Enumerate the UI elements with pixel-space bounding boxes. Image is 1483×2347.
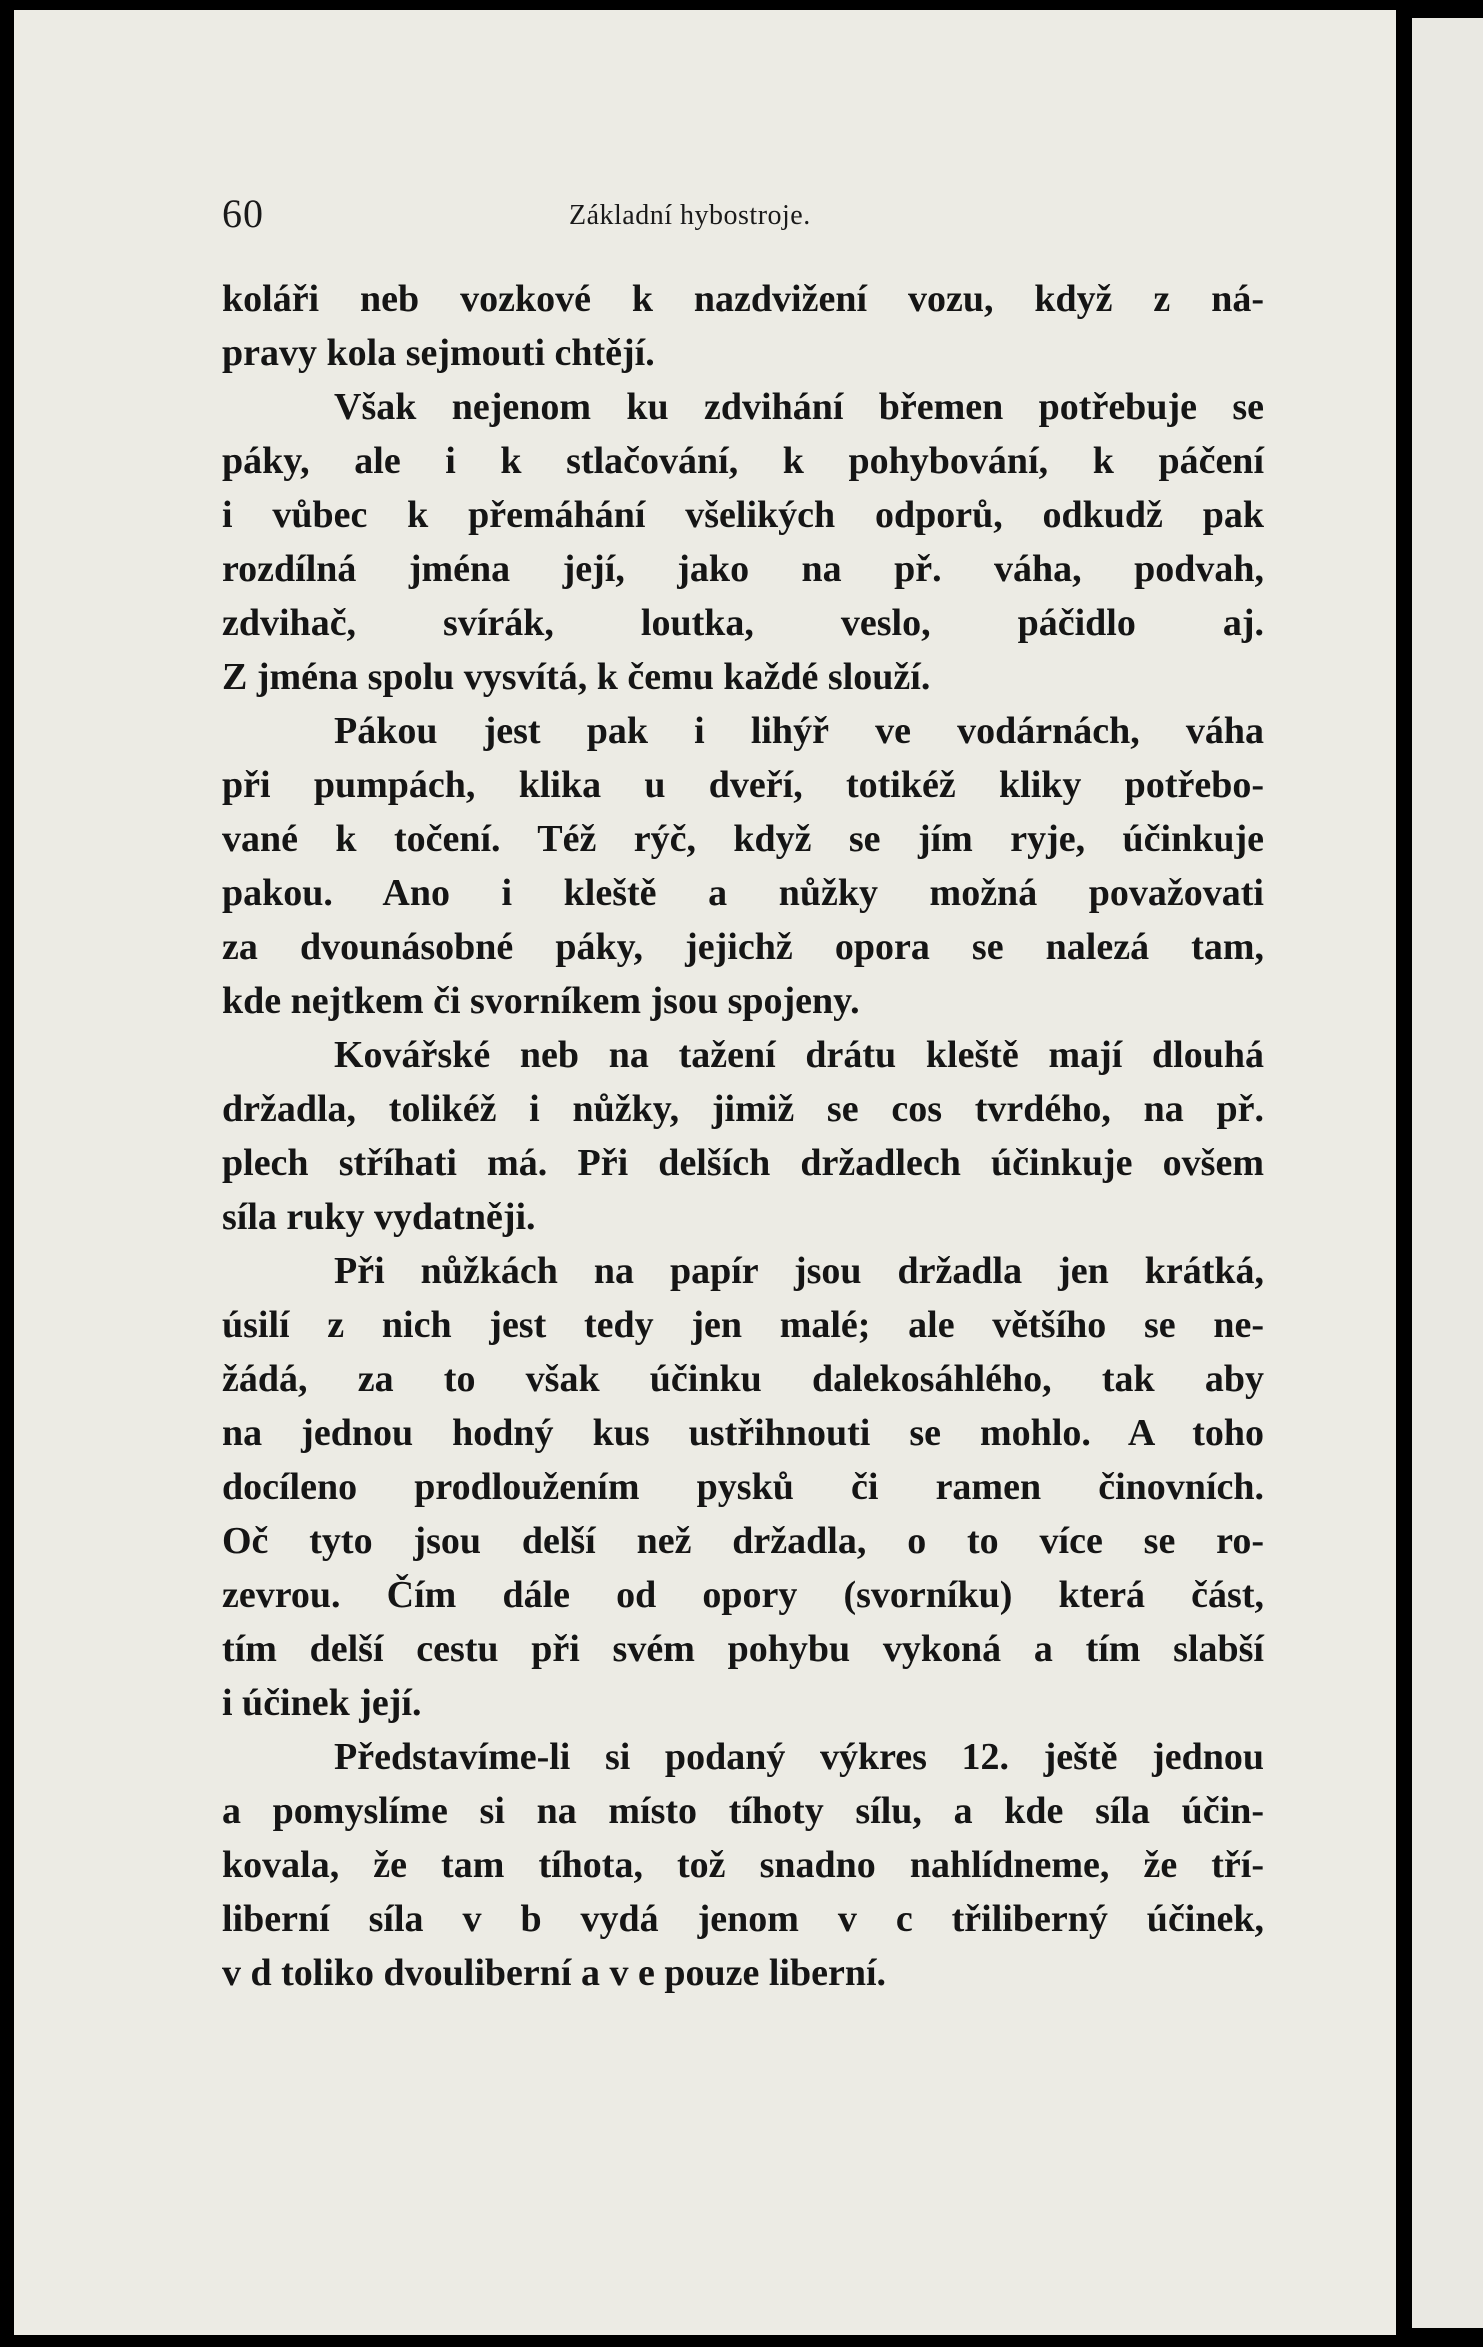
text-line: pravy kola sejmouti chtějí. bbox=[222, 332, 655, 374]
text-line: za dvounásobné páky, jejichž opora se nalezá tam, bbox=[222, 926, 1264, 968]
text-line: na jednou hodný kus ustřihnouti se mohlo. A toho bbox=[222, 1412, 1264, 1454]
text-line: při pumpách, klika u dveří, totikéž kliky potřebo- bbox=[222, 764, 1264, 806]
text-line: Představíme-li si podaný výkres 12. ještě jednou bbox=[334, 1736, 1264, 1778]
book-page bbox=[14, 10, 1396, 2335]
text-line: docíleno prodloužením pysků či ramen činovních. bbox=[222, 1466, 1264, 1508]
text-line: Pákou jest pak i lihýř ve vodárnách, váha bbox=[334, 710, 1264, 752]
text-line: koláři neb vozkové k nazdvižení vozu, když z ná- bbox=[222, 278, 1264, 320]
text-line: i účinek její. bbox=[222, 1682, 422, 1724]
text-line: držadla, tolikéž i nůžky, jimiž se cos tvrdého, na př. bbox=[222, 1088, 1264, 1130]
text-line: zdvihač, svírák, loutka, veslo, páčidlo aj. bbox=[222, 602, 1264, 644]
page-header bbox=[14, 190, 1396, 250]
text-line: zevrou. Čím dále od opory (svorníku) která část, bbox=[222, 1574, 1264, 1616]
text-line: tím delší cestu při svém pohybu vykoná a tím slabší bbox=[222, 1628, 1264, 1670]
text-line: Však nejenom ku zdvihání břemen potřebuje se bbox=[334, 386, 1264, 428]
text-line: Oč tyto jsou delší než držadla, o to více se ro- bbox=[222, 1520, 1264, 1562]
text-line: síla ruky vydatněji. bbox=[222, 1196, 536, 1238]
text-line: žádá, za to však účinku dalekosáhlého, tak aby bbox=[222, 1358, 1264, 1400]
text-line: rozdílná jména její, jako na př. váha, podvah, bbox=[222, 548, 1264, 590]
text-line: Z jména spolu vysvítá, k čemu každé slouží. bbox=[222, 656, 931, 698]
text-line: a pomyslíme si na místo tíhoty sílu, a kde síla účin- bbox=[222, 1790, 1264, 1832]
body-text bbox=[222, 272, 1264, 2000]
text-line: i vůbec k přemáhání všelikých odporů, odkudž pak bbox=[222, 494, 1264, 536]
facing-page-edge bbox=[1412, 18, 1483, 2328]
text-line: pakou. Ano i kleště a nůžky možná považovati bbox=[222, 872, 1264, 914]
text-line: úsilí z nich jest tedy jen malé; ale většího se ne- bbox=[222, 1304, 1264, 1346]
text-line: páky, ale i k stlačování, k pohybování, k páčení bbox=[222, 440, 1264, 482]
text-line: liberní síla v b vydá jenom v c třiliberný účinek, bbox=[222, 1898, 1264, 1940]
text-line: Kovářské neb na tažení drátu kleště mají dlouhá bbox=[334, 1034, 1264, 1076]
text-line: vané k točení. Též rýč, když se jím ryje, účinkuje bbox=[222, 818, 1264, 860]
page-number: 60 bbox=[222, 191, 264, 236]
text-line: plech stříhati má. Při delších držadlech účinkuje ovšem bbox=[222, 1142, 1264, 1184]
text-line: kde nejtkem či svorníkem jsou spojeny. bbox=[222, 980, 860, 1022]
text-line: v d toliko dvouliberní a v e pouze liberní. bbox=[222, 1952, 887, 1994]
text-line: Při nůžkách na papír jsou držadla jen krátká, bbox=[334, 1250, 1264, 1292]
running-head: Základní hybostroje. bbox=[569, 200, 811, 231]
text-line: kovala, že tam tíhota, tož snadno nahlídneme, že tří- bbox=[222, 1844, 1264, 1886]
